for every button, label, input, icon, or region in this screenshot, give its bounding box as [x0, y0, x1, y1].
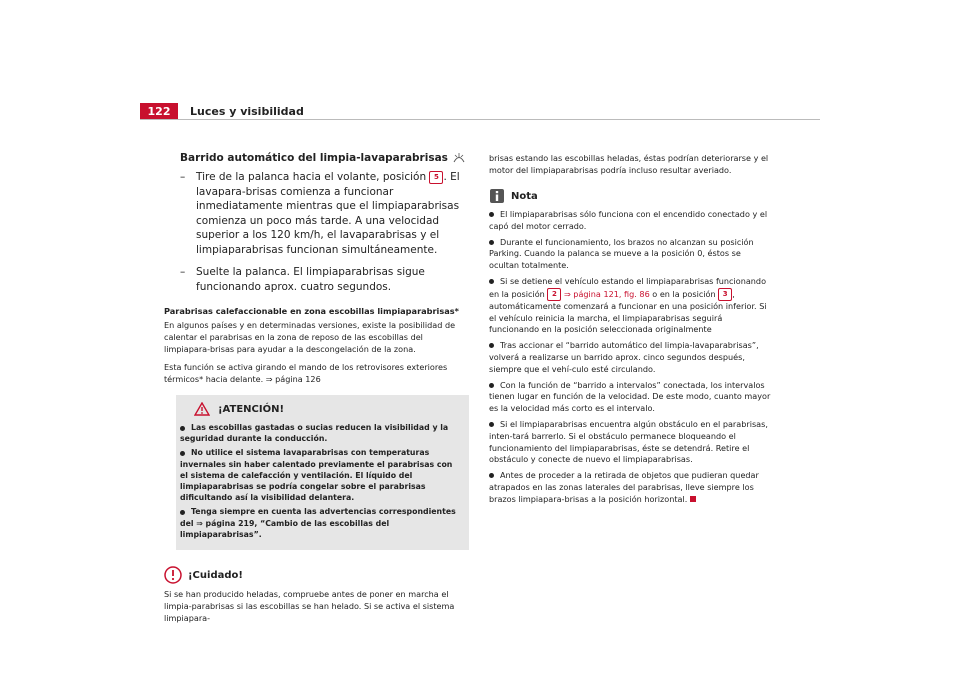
note-icon — [489, 188, 505, 204]
note-item: Tras accionar el “barrido automático del limpia-lavaparabrisas”, volverá a realizarse un barrido aprox. cinco segundos después, siempre que el vehí-culo esté circulando. — [489, 340, 759, 374]
position-badge: 5 — [429, 171, 443, 184]
instruction-item: – Tire de la palanca hacia el volante, posición 5 . El lavapara-brisas comienza a funcionar inmediatamente mientras que el limpiaparabrisas comienza un poco más tarde. A una velocidad superior a los 120 km/h, el lavaparabrisas y el limpiaparabrisas funcionan simultáneamente. — [180, 170, 469, 257]
chapter-title: Luces y visibilidad — [190, 105, 304, 118]
note-item: Si el limpiaparabrisas encuentra algún obstáculo en el parabrisas, inten-tará barrerlo. Si el obstáculo permanece bloqueando el funcionamiento del limpiaparabrisas, éste se detendrá. Retire el obstáculo y conecte de nuevo el limpiaparabrisas. — [489, 418, 768, 465]
note-item: El limpiaparabrisas sólo funciona con el encendido conectado y el capó del motor cerrado. — [489, 209, 768, 231]
note-item: Con la función de “barrido a intervalos” conectada, los intervalos tienen lugar en función de la velocidad. De este modo, cuanto mayor es la velocidad más corto es el intervalo. — [489, 379, 771, 414]
section-title — [180, 152, 469, 164]
warning-box — [176, 395, 469, 550]
wiper-light-icon — [452, 152, 466, 164]
left-column — [164, 152, 469, 630]
section-title-text: Barrido automático del limpia-lavaparabrisas — [180, 152, 448, 164]
note-list — [489, 209, 771, 506]
header-divider — [140, 119, 820, 120]
caution-icon — [164, 566, 182, 584]
position-badge: 2 — [547, 288, 561, 301]
warning-item: No utilice el sistema lavaparabrisas con temperaturas invernales sin haber calentado previamente el parabrisas con el sistema de calefacción y ventilación. El líquido del limpiaparabrisas se podría congelar sobre el parabrisas dificultando así la visibilidad delantera. — [180, 448, 453, 503]
position-badge: 3 — [718, 288, 732, 301]
warning-item: Las escobillas gastadas o sucias reducen la visibilidad y la seguridad durante la conducción. — [180, 423, 449, 444]
page-link[interactable]: ⇒ página 121, fig. 86 — [563, 288, 650, 299]
caution-text: Si se han producido heladas, compruebe antes de poner en marcha el limpia-parabrisas si las escobillas se han helado. Si se activa el sistema limpiapara- — [164, 589, 455, 624]
caution-text-continued: brisas estando las escobillas heladas, éstas podrían deteriorarse y el motor del limpiaparabrisas podría incluso resultar averiado. — [489, 153, 769, 175]
note-item: Durante el funcionamiento, los brazos no alcanzan su posición Parking. Cuando la palanca se mueve a la posición 0, éstos se ocultan totalmente. — [489, 236, 754, 271]
warning-triangle-icon — [194, 402, 210, 416]
instruction-item: – Suelte la palanca. El limpiaparabrisas sigue funcionando aprox. cuatro segundos. — [180, 265, 469, 294]
caution-header: ¡Cuidado! — [164, 566, 469, 584]
warning-list — [180, 422, 461, 540]
warning-header: ¡ATENCIÓN! — [194, 402, 461, 416]
end-of-section-mark — [690, 496, 696, 502]
paragraph: Esta función se activa girando el mando de los retrovisores exteriores térmicos* hacia delante. ⇒ página 126 — [164, 362, 448, 384]
page-number: 122 — [140, 103, 178, 120]
warning-item: Tenga siempre en cuenta las advertencias correspondientes del ⇒ página 219, “Cambio de las escobillas del limpiaparabrisas”. — [180, 507, 456, 539]
note-item: Antes de proceder a la retirada de objetos que pudieran quedar atrapados en las zonas laterales del parabrisas, lleve siempre los brazos limpiapara-brisas a la posición horizontal. — [489, 470, 759, 504]
instruction-list — [180, 170, 469, 294]
subsection-title: Parabrisas calefaccionable en zona escobillas limpiaparabrisas* — [164, 306, 459, 316]
note-header: Nota — [489, 188, 771, 204]
paragraph: En algunos países y en determinadas versiones, existe la posibilidad de calentar el parabrisas en la zona de reposo de las escobillas del limpiapara-brisas para ayudar a la descongelación de la zona. — [164, 320, 456, 354]
right-column — [489, 152, 771, 510]
note-item: Si se detiene el vehículo estando el limpiaparabrisas funcionando en la posición 2 ⇒ página 121, fig. 86 o en la posición 3 , automáticamente comenzará a funcionar en una posición inferior. Si el vehículo reinicia la marcha, el limpiaparabrisas seguirá funcionando en la posición seleccionada originalmente — [489, 275, 767, 335]
